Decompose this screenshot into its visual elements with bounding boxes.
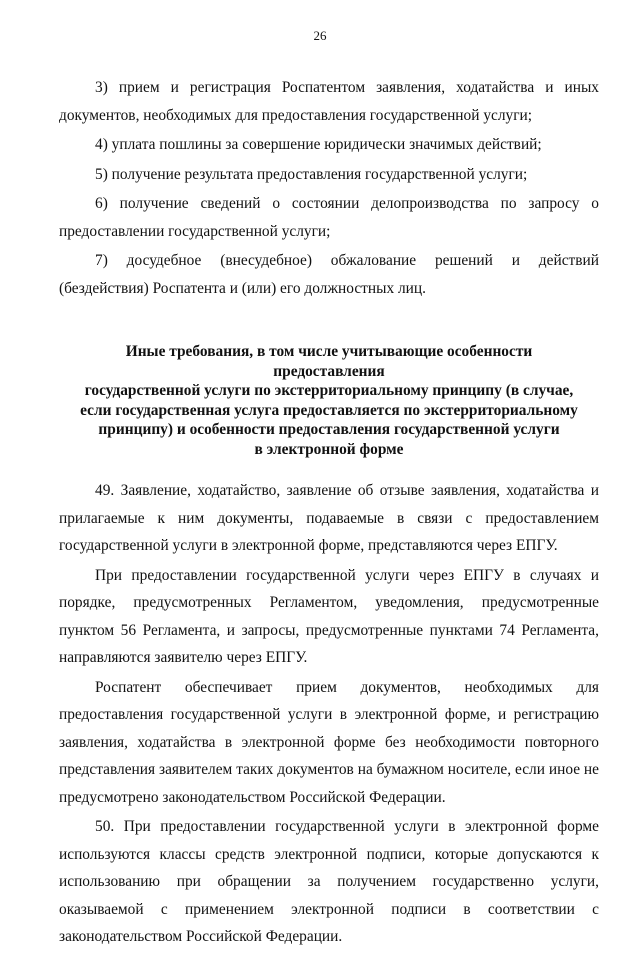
heading-line: если государственная услуга предоставляется по экстерриториальному xyxy=(80,401,578,419)
paragraph: Роспатент обеспечивает прием документов, необходимых для предоставления государственной услуги в электронной форме, и регистрацию заявления, ходатайства в электронной форме без необходимости повторного представления заявителем таких документов на бумажном носителе, если иное не предусмотрено законодательством Российской Федерации. xyxy=(59,678,599,806)
heading-line: Иные требования, в том числе учитывающие особенности предоставления xyxy=(125,343,533,380)
page-content xyxy=(59,74,599,953)
list-item: 6) получение сведений о состоянии делопроизводства по запросу о предоставлении государственной услуги; xyxy=(59,195,599,240)
paragraph-50: 50. При предоставлении государственной услуги в электронной форме используются классы средств электронной подписи, которые допускаются к использованию при обращении за получением государственно услуги, оказываемой с применением электронной подписи в соответствии с законодательством Российской Федерации. xyxy=(59,818,599,945)
page-number: 26 xyxy=(313,28,327,43)
list-item: 5) получение результата предоставления государственной услуги; xyxy=(95,165,528,183)
list-item: 3) прием и регистрация Роспатентом заявления, ходатайства и иных документов, необходимых для предоставления государственной услуги; xyxy=(59,79,599,124)
paragraph-49: 49. Заявление, ходатайство, заявление об отзыве заявления, ходатайства и прилагаемые к ним документы, подаваемые в связи с предоставлением государственной услуги в электронной форме, представляются через ЕПГУ. xyxy=(59,482,599,554)
heading-line: в электронной форме xyxy=(254,440,404,458)
section-heading xyxy=(59,342,599,459)
heading-line: государственной услуги по экстерриториальному принципу (в случае, xyxy=(84,382,574,399)
list-item: 7) досудебное (внесудебное) обжалование решений и действий (бездействия) Роспатента и (или) его должностных лиц. xyxy=(59,252,599,297)
heading-line: принципу) и особенности предоставления государственной услуги xyxy=(98,421,560,438)
list-item: 4) уплата пошлины за совершение юридически значимых действий; xyxy=(95,136,542,153)
paragraph: При предоставлении государственной услуги через ЕПГУ в случаях и порядке, предусмотренных Регламентом, уведомления, предусмотренные пунктом 56 Регламента, и запросы, предусмотренные пунктами 74 Регламента, направляются заявителю через ЕПГУ. xyxy=(59,566,599,666)
